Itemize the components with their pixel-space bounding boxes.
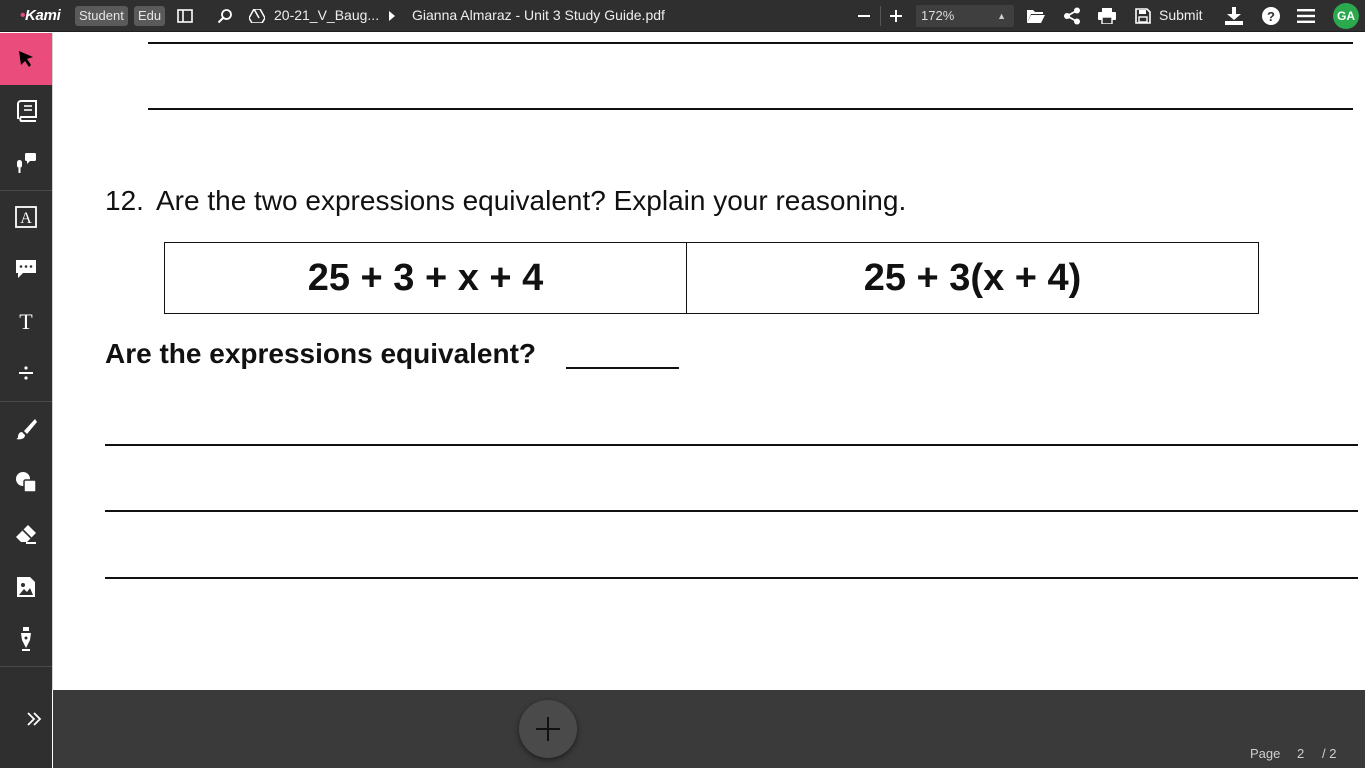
answer-line	[105, 444, 1358, 446]
comment-tool-button[interactable]	[0, 243, 52, 295]
zoom-in-icon[interactable]	[886, 6, 906, 26]
expand-sidebar-button[interactable]	[0, 693, 52, 745]
kami-logo: •Kami	[20, 7, 61, 24]
eraser-tool-button[interactable]	[0, 508, 52, 560]
svg-text:?: ?	[1267, 9, 1275, 24]
plus-icon	[536, 717, 560, 741]
sidebar-divider	[0, 401, 52, 402]
expression-left: 25 + 3 + x + 4	[165, 243, 687, 313]
submit-button[interactable]: Submit	[1159, 7, 1203, 23]
voice-comment-tool-button[interactable]	[0, 137, 52, 189]
shapes-icon	[15, 471, 37, 493]
text-icon	[16, 311, 36, 331]
pdf-page[interactable]	[53, 33, 1365, 690]
expression-table	[164, 242, 1259, 314]
divide-icon	[18, 365, 34, 381]
edu-badge: Edu	[134, 6, 165, 26]
google-drive-icon	[247, 6, 267, 26]
top-toolbar	[0, 0, 1365, 32]
breadcrumb-folder[interactable]: 20-21_V_Baug...	[274, 7, 380, 23]
zoom-out-icon[interactable]	[854, 6, 874, 26]
page-total: / 2	[1322, 746, 1337, 761]
answer-line	[148, 108, 1353, 110]
eraser-icon	[15, 524, 37, 544]
answer-line	[105, 577, 1358, 579]
signature-tool-button[interactable]	[0, 613, 52, 665]
save-icon[interactable]	[1133, 6, 1153, 26]
image-tool-button[interactable]	[0, 561, 52, 613]
svg-text:T: T	[19, 311, 33, 331]
question-text: Are the two expressions equivalent? Explain your reasoning.	[156, 185, 907, 216]
pen-nib-icon	[18, 627, 34, 651]
sidebar-toggle-icon[interactable]	[175, 6, 195, 26]
student-badge: Student	[75, 6, 128, 26]
open-folder-icon[interactable]	[1026, 6, 1046, 26]
bottom-viewer-area	[53, 690, 1365, 768]
shapes-tool-button[interactable]	[0, 456, 52, 508]
sidebar-divider	[0, 666, 52, 667]
menu-icon[interactable]	[1296, 6, 1316, 26]
add-page-button[interactable]	[519, 700, 577, 758]
double-chevron-right-icon	[26, 712, 42, 726]
answer-line	[105, 510, 1358, 512]
answer-line	[148, 42, 1353, 44]
comment-icon	[15, 259, 37, 279]
equivalent-prompt: Are the expressions equivalent?	[105, 338, 537, 369]
svg-text:A: A	[20, 210, 32, 227]
highlighter-icon	[15, 206, 37, 228]
page-current[interactable]: 2	[1297, 746, 1305, 761]
text-tool-button[interactable]	[0, 295, 52, 347]
question-number: 12.	[105, 185, 144, 216]
equation-tool-button[interactable]	[0, 347, 52, 399]
paintbrush-icon	[15, 418, 37, 440]
search-icon[interactable]	[215, 6, 235, 26]
toolbar-divider	[880, 6, 881, 26]
expression-right: 25 + 3(x + 4)	[863, 256, 1082, 299]
zoom-select[interactable]: 172% ▲	[916, 5, 1014, 27]
share-icon[interactable]	[1062, 6, 1082, 26]
user-avatar[interactable]: GA	[1333, 3, 1359, 29]
markup-tool-button[interactable]	[0, 191, 52, 243]
print-icon[interactable]	[1097, 6, 1117, 26]
page-label: Page	[1250, 746, 1281, 761]
select-tool-button[interactable]	[0, 33, 52, 85]
file-title: Gianna Almaraz - Unit 3 Study Guide.pdf	[412, 7, 665, 23]
microphone-comment-icon	[15, 152, 37, 174]
download-icon[interactable]	[1224, 6, 1244, 26]
tool-sidebar	[0, 33, 52, 768]
dictionary-tool-button[interactable]	[0, 85, 52, 137]
book-icon	[15, 100, 37, 122]
image-icon	[16, 576, 36, 598]
help-icon[interactable]	[1261, 6, 1281, 26]
cursor-arrow-icon	[17, 50, 35, 68]
breadcrumb-chevron-icon	[382, 6, 402, 26]
drawing-tool-button[interactable]	[0, 403, 52, 455]
equivalent-answer-blank	[566, 367, 679, 369]
